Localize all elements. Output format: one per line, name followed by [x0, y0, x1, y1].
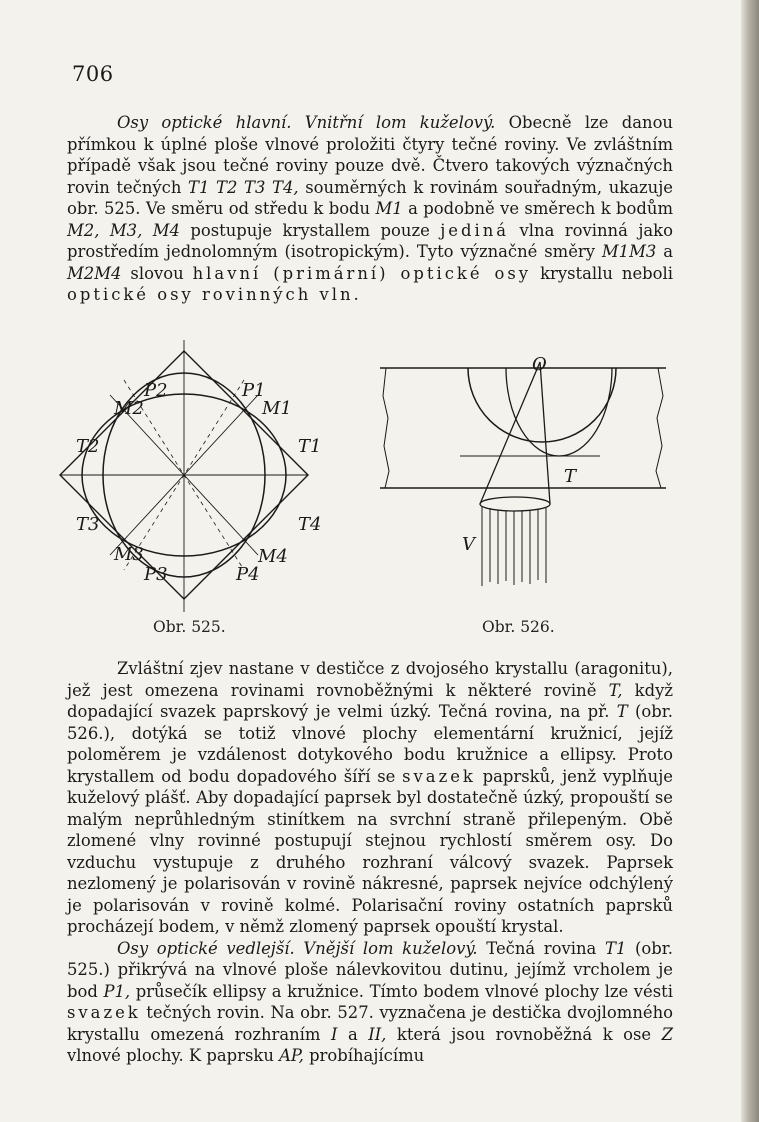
figure-525-caption: Obr. 525.: [153, 618, 226, 636]
book-spine-shadow: [741, 0, 759, 1122]
paragraph-optic-axes: Osy optické hlavní. Vnitřní lom kuželový. Obecně lze danou přímkou k úplné ploše vlnové proložiti čtyry tečné roviny. Ve zvláštním případě však jsou tečné roviny pouze dvě. Čtvero takových význačných rovin tečných T1 T2 T3 T4, souměrných k rovinám souřadným, ukazuje obr. 525. Ve směru od středu k bodu M1 a podobně ve směrech k bodům M2, M3, M4 postupuje krystallem pouze jediná vlna rovinná jako prostředím jednolomným (isotropickým). Tyto význačné směry M1M3 a M2M4 slovou hlavní (primární) optické osy krystallu neboli optické osy rovinných vln.: [67, 113, 673, 304]
label-P2: P2: [144, 380, 168, 401]
label-T1: T1: [298, 436, 322, 457]
label-M3: M3: [114, 544, 144, 565]
figure-526-caption: Obr. 526.: [482, 618, 555, 636]
label-V: V: [462, 534, 475, 555]
label-P1: P1: [242, 380, 266, 401]
label-T: T: [564, 466, 577, 487]
page-number: 706: [72, 62, 114, 86]
label-M4: M4: [258, 546, 288, 567]
label-T2: T2: [76, 436, 100, 457]
label-M2: M2: [114, 398, 144, 419]
label-M1: M1: [262, 398, 292, 419]
paragraph-conical-refraction: Zvláštní zjev nastane v destičce z dvojosého krystallu (aragonitu), jež jest omezena rovinami rovnoběžnými k některé rovině T, když dopadající svazek paprskový je velmi úzký. Tečná rovina, na př. T (obr. 526.), dotýká se totiž vlnové plochy elementární kružnicí, jejíž poloměrem je vzdálenost dotykového bodu kružnice a ellipsy. Proto krystallem od bodu dopadového šíří se svazek paprsků, jenž vyplňuje kuželový plášť. Aby dopadající paprsek byl dostatečně úzký, propouští se malým neprůhledným stinítkem na svrchní straně přilepeným. Obě zlomené vlny rovinné postupují stejnou rychlostí směrem osy. Do vzduchu vystupuje z druhého rozhraní válcový svazek. Paprsek nezlomený je polarisován v rovině nákresné, paprsek nejvíce odchýlený je polarisován v rovině kolmé. Polarisační roviny ostatních paprsků procházejí bodem, v němž zlomený paprsek opouští krystal. Osy optické vedlejší. Vnější lom kuželový. Tečná rovina T1 (obr. 525.) přikrývá na vlnové ploše nálevkovitou dutinu, jejímž vrcholem je bod P1, průsečík ellipsy a kružnice. Tímto bodem vlnové plochy lze vésti svazek tečných rovin. Na obr. 527. vyznačena je destička dvojlomného krystallu omezená rozhraním I a II, která jsou rovnoběžná k ose Z vlnové plochy. K paprsku AP, probíhajícímu: [67, 659, 674, 1065]
label-P4: P4: [236, 564, 260, 585]
section-heading-secondary-axes: Osy optické vedlejší. Vnější lom kuželový.: [117, 938, 478, 958]
label-T3: T3: [76, 514, 100, 535]
label-O: O: [532, 356, 547, 375]
section-heading-primary-axes: Osy optické hlavní. Vnitřní lom kuželový.: [117, 113, 496, 132]
figure-526-crystal-plate: [380, 356, 670, 596]
figure-525-wave-surface: [58, 340, 344, 612]
label-T4: T4: [298, 514, 322, 535]
label-P3: P3: [144, 564, 168, 585]
